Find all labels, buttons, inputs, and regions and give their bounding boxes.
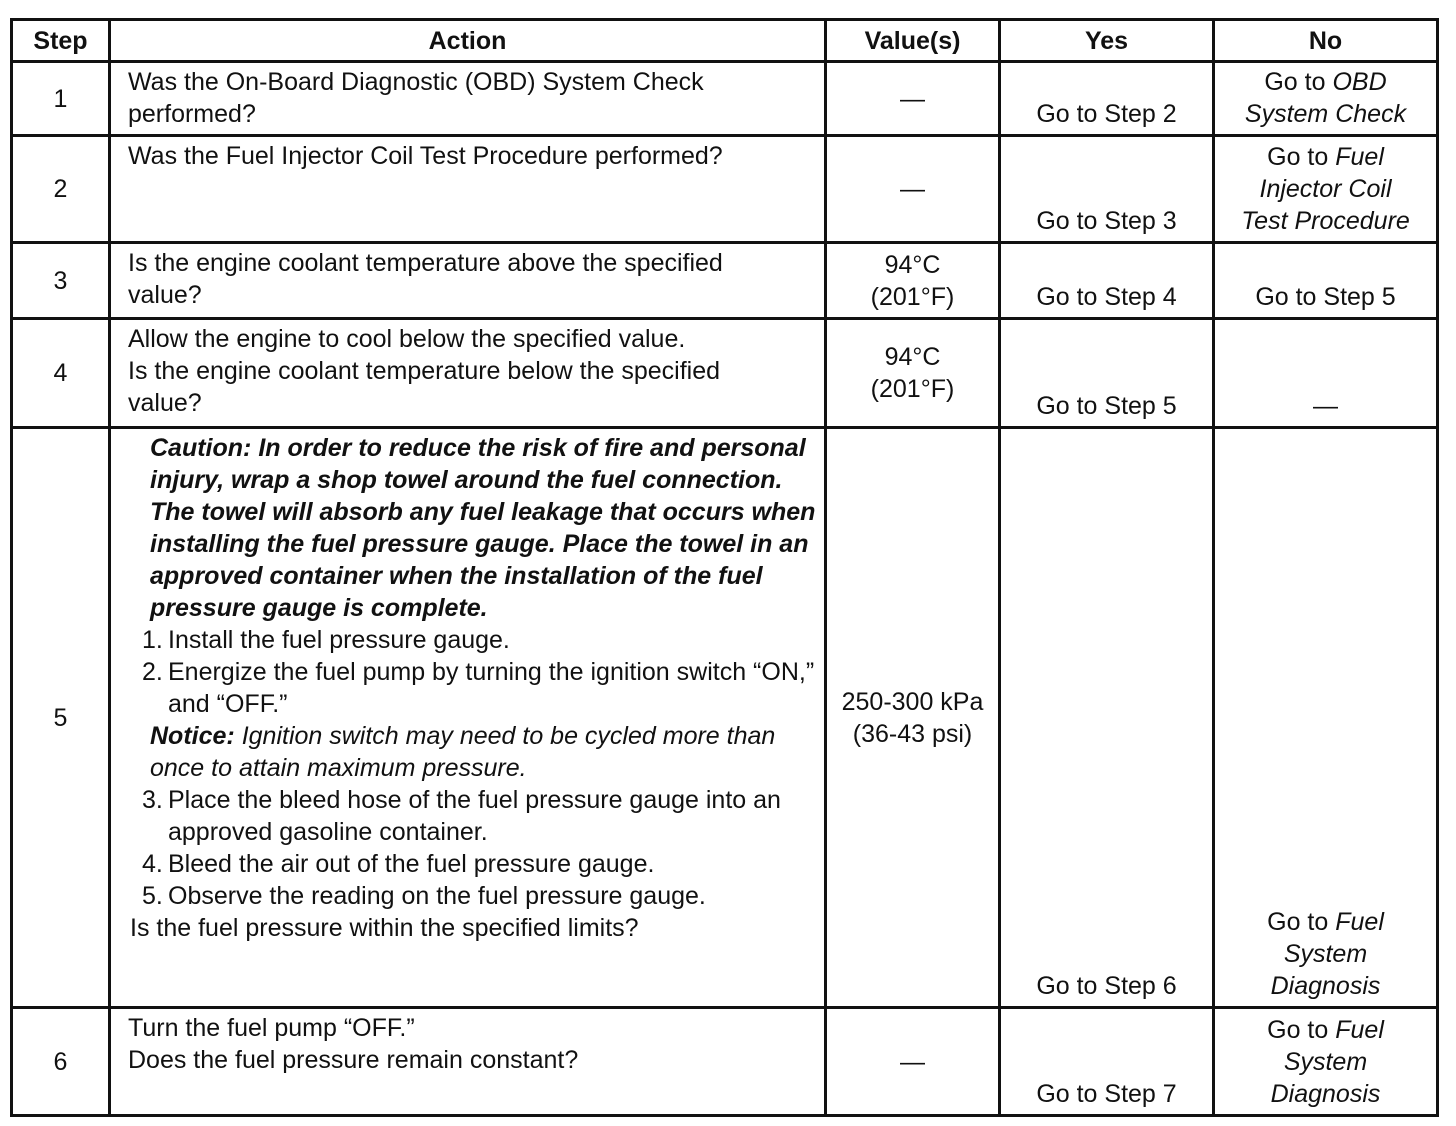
step-number: 4	[12, 319, 110, 428]
no-ref: Injector Coil	[1259, 175, 1392, 203]
action-line: Is the engine coolant temperature above the specified	[128, 249, 723, 277]
no-prefix: Go to	[1267, 908, 1329, 936]
action-line: performed?	[128, 100, 256, 128]
no-ref: System Check	[1244, 100, 1407, 128]
action-line: value?	[128, 389, 202, 417]
action-line: Is the engine coolant temperature below the specified	[128, 357, 721, 385]
yes-cell: Go to Step 2	[1000, 62, 1214, 136]
action-line: Turn the fuel pump “OFF.”	[128, 1014, 415, 1042]
no-cell: —	[1214, 319, 1438, 428]
value-cell: —	[826, 62, 1000, 136]
no-ref: Test Procedure	[1241, 207, 1410, 235]
no-cell	[1214, 1008, 1438, 1116]
yes-cell: Go to Step 4	[1000, 243, 1214, 319]
table-row	[12, 62, 1438, 136]
action-line: Was the On-Board Diagnostic (OBD) System Check	[128, 68, 704, 96]
no-ref: OBD	[1332, 68, 1387, 96]
no-cell	[1214, 62, 1438, 136]
value-cell	[826, 243, 1000, 319]
value-line: (201°F)	[870, 375, 955, 403]
header-action: Action	[110, 20, 826, 62]
yes-cell: Go to Step 5	[1000, 319, 1214, 428]
table-row	[12, 319, 1438, 428]
value-line: (36-43 psi)	[852, 719, 973, 748]
action-line: value?	[128, 281, 202, 309]
table-row	[12, 243, 1438, 319]
action-cell	[110, 243, 826, 319]
notice-text: Notice: Ignition switch may need to be cycled more than once to attain maximum pressure.	[150, 722, 776, 782]
action-line: Was the Fuel Injector Coil Test Procedure performed?	[128, 142, 723, 170]
no-ref: Fuel	[1335, 908, 1384, 936]
header-no: No	[1214, 20, 1438, 62]
no-cell	[1214, 428, 1438, 1008]
action-cell	[110, 136, 826, 243]
step-number: 3	[12, 243, 110, 319]
list-item: 5. Observe the reading on the fuel pressure gauge.	[142, 882, 706, 910]
no-ref: Diagnosis	[1270, 1080, 1381, 1108]
value-cell: —	[826, 1008, 1000, 1116]
yes-cell: Go to Step 6	[1000, 428, 1214, 1008]
header-step: Step	[12, 20, 110, 62]
table-row	[12, 1008, 1438, 1116]
closing-question: Is the fuel pressure within the specified limits?	[130, 914, 639, 942]
action-cell	[110, 62, 826, 136]
action-line: Allow the engine to cool below the specified value.	[128, 325, 686, 353]
value-cell	[826, 428, 1000, 1008]
action-cell	[110, 319, 826, 428]
value-cell: —	[826, 136, 1000, 243]
header-values: Value(s)	[826, 20, 1000, 62]
step-number: 6	[12, 1008, 110, 1116]
list-item: 3. Place the bleed hose of the fuel pressure gauge into an approved gasoline container.	[142, 786, 781, 846]
no-cell: Go to Step 5	[1214, 243, 1438, 319]
diagnostic-table	[10, 18, 1439, 1117]
step-number: 5	[12, 428, 110, 1008]
header-row	[12, 20, 1438, 62]
no-cell	[1214, 136, 1438, 243]
no-ref: Diagnosis	[1270, 972, 1381, 1000]
list-item: 4. Bleed the air out of the fuel pressure gauge.	[142, 850, 655, 878]
list-item: 2. Energize the fuel pump by turning the ignition switch “ON,” and “OFF.”	[142, 658, 815, 718]
yes-cell: Go to Step 3	[1000, 136, 1214, 243]
action-line: Does the fuel pressure remain constant?	[128, 1046, 579, 1074]
value-line: 94°C	[884, 250, 941, 279]
header-yes: Yes	[1000, 20, 1214, 62]
table-row	[12, 428, 1438, 1008]
no-prefix: Go to	[1267, 143, 1329, 171]
value-line: (201°F)	[870, 282, 955, 311]
value-line: 94°C	[884, 343, 941, 371]
value-line: 250-300 kPa	[841, 687, 984, 716]
no-ref: System	[1283, 1048, 1368, 1076]
yes-cell: Go to Step 7	[1000, 1008, 1214, 1116]
action-cell	[110, 428, 826, 1008]
no-ref: Fuel	[1335, 1016, 1384, 1044]
value-cell	[826, 319, 1000, 428]
step-number: 1	[12, 62, 110, 136]
no-ref: Fuel	[1335, 143, 1384, 171]
no-ref: System	[1283, 940, 1368, 968]
table-row	[12, 136, 1438, 243]
no-prefix: Go to	[1264, 68, 1326, 96]
no-prefix: Go to	[1267, 1016, 1329, 1044]
action-cell	[110, 1008, 826, 1116]
list-item: 1. Install the fuel pressure gauge.	[142, 626, 510, 654]
step-number: 2	[12, 136, 110, 243]
caution-text: Caution: In order to reduce the risk of fire and personal injury, wrap a shop towel around the fuel connection. The towel will absorb any fuel leakage that occurs when installing the fuel pressure gauge. Place the towel in an approved container when the installation of the fuel pressure gauge is complete.	[150, 434, 816, 622]
